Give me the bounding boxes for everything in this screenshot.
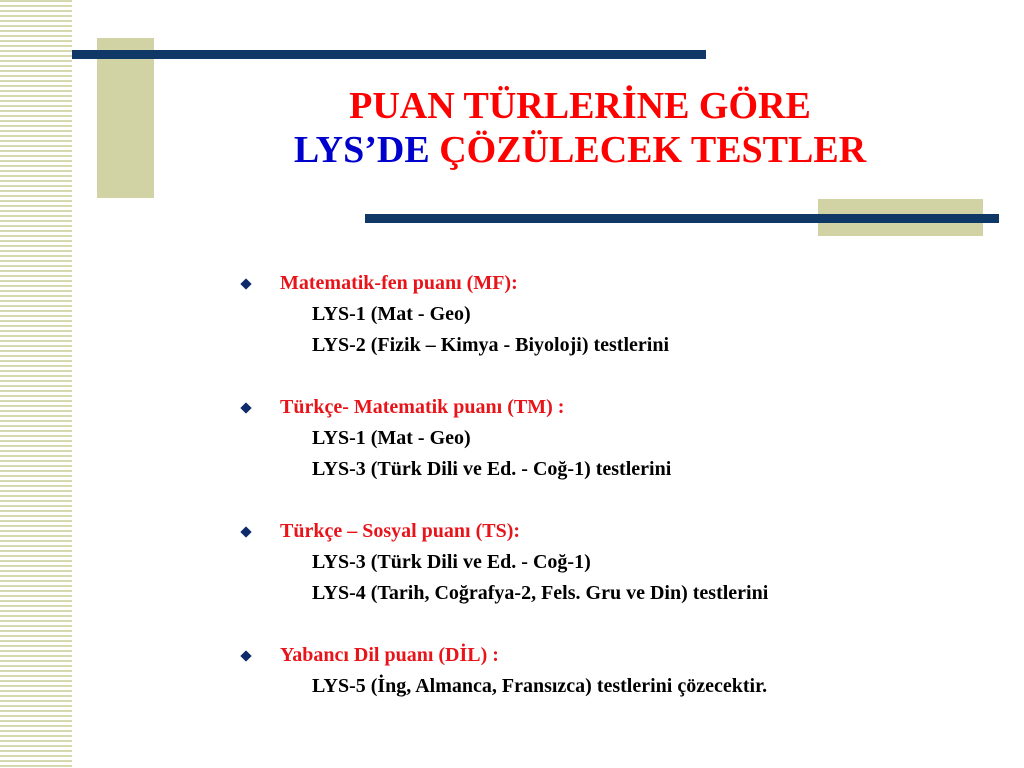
bullet-group-mf [240, 268, 1000, 361]
bullet-heading [240, 640, 1000, 671]
decorative-stripes [0, 0, 72, 768]
bullet-group-ts [240, 516, 1000, 609]
decorative-bar-top [72, 50, 706, 59]
title-line-1: PUAN TÜRLERİNE GÖRE [349, 85, 811, 127]
bullet-subitem: LYS-2 (Fizik – Kimya - Biyoloji) testlerini [312, 334, 670, 356]
bullet-subitem: LYS-4 (Tarih, Coğrafya-2, Fels. Gru ve Din) testlerini [312, 582, 769, 604]
diamond-bullet-icon [240, 402, 251, 413]
bullet-group-tm [240, 392, 1000, 485]
diamond-bullet-icon [240, 278, 251, 289]
bullet-heading [240, 268, 1000, 299]
bullet-heading-text: Türkçe – Sosyal puanı (TS): [280, 520, 521, 542]
diamond-bullet-icon [240, 526, 251, 537]
title-line-2-red: ÇÖZÜLECEK TESTLER [439, 129, 867, 171]
bullet-subitem: LYS-1 (Mat - Geo) [312, 427, 471, 449]
slide-title [150, 84, 1010, 172]
bullet-subitem: LYS-1 (Mat - Geo) [312, 303, 471, 325]
slide-content [240, 268, 1000, 733]
title-line-2-blue: LYS’DE [293, 129, 430, 171]
bullet-group-dil [240, 640, 1000, 702]
bullet-subitem: LYS-3 (Türk Dili ve Ed. - Coğ-1) [312, 551, 591, 573]
bullet-heading-text: Yabancı Dil puanı (DİL) : [280, 644, 499, 666]
title-line-2 [150, 128, 1010, 172]
decorative-bar-bottom [365, 214, 999, 223]
bullet-heading [240, 392, 1000, 423]
decorative-block-left [97, 38, 154, 198]
bullet-subitem: LYS-5 (İng, Almanca, Fransızca) testlerini çözecektir. [312, 675, 768, 697]
bullet-heading [240, 516, 1000, 547]
diamond-bullet-icon [240, 650, 251, 661]
bullet-heading-text: Matematik-fen puanı (MF): [280, 272, 518, 294]
bullet-subitem: LYS-3 (Türk Dili ve Ed. - Coğ-1) testlerini [312, 458, 672, 480]
bullet-heading-text: Türkçe- Matematik puanı (TM) : [280, 396, 565, 418]
